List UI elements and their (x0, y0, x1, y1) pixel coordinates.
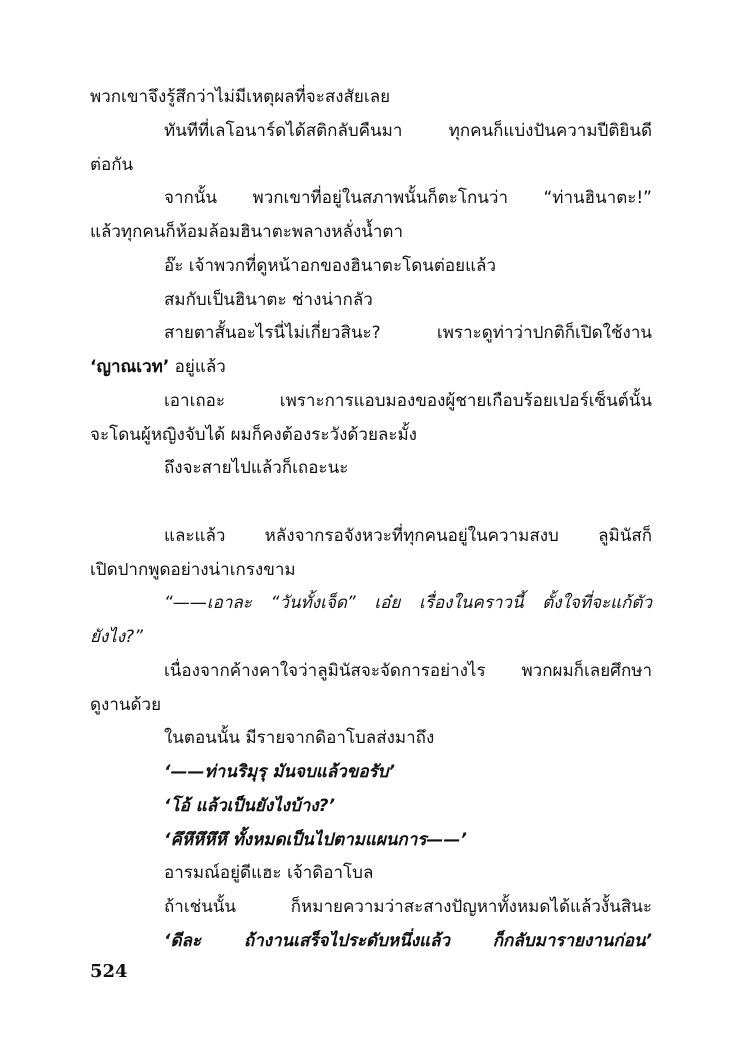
text-line: อ๊ะ เจ้าพวกที่ดูหน้าอกของฮินาตะโดนต่อยแล้ว (164, 256, 496, 276)
text-line: เปิดปากพูดอย่างน่าเกรงขาม (90, 560, 296, 580)
text-line: เนื่องจากค้างคาใจว่าลูมินัสจะจัดการอย่างไร พวกผมก็เลยศึกษา (164, 661, 652, 681)
telepathy-line: ‘โอ้ แล้วเป็นยังไงบ้าง?’ (164, 796, 335, 816)
text-line: แล้วทุกคนก็ห้อมล้อมฮินาตะพลางหลั่งน้ำตา (90, 222, 404, 242)
text-line: สมกับเป็นฮินาตะ ช่างน่ากลัว (164, 290, 373, 310)
text-line: ทันทีที่เลโอนาร์ดได้สติกลับคืนมา ทุกคนก็แบ่งปันความปีติยินดี (164, 121, 652, 141)
dialogue-line: “——เอาละ “วันทั้งเจ็ด” เอ๋ย เรื่องในคราวนี้ ตั้งใจที่จะแก้ตัว (164, 593, 652, 613)
text-line: ดูงานด้วย (90, 695, 162, 715)
telepathy-line: ‘คึหึหึหึหึ ทั้งหมดเป็นไปตามแผนการ——’ (164, 830, 467, 850)
text-line: ถึงจะสายไปแล้วก็เถอะนะ (164, 458, 349, 478)
text-line: พวกเขาจึงรู้สึกว่าไม่มีเหตุผลที่จะสงสัยเลย (90, 87, 391, 107)
text-line: ถ้าเช่นนั้น ก็หมายความว่าสะสางปัญหาทั้งหมดได้แล้วงั้นสินะ (164, 897, 652, 917)
page-number: 524 (90, 961, 128, 982)
text-line: อารมณ์อยู่ดีแฮะ เจ้าดิอาโบล (164, 863, 374, 883)
text-line: และแล้ว หลังจากรอจังหวะที่ทุกคนอยู่ในความสงบ ลูมินัสก็ (164, 526, 652, 546)
text-line: เอาเถอะ เพราะการแอบมองของผู้ชายเกือบร้อยเปอร์เซ็นต์นั้น (164, 391, 652, 411)
text-span: อยู่แล้ว (169, 357, 226, 377)
skill-name: ‘ญาณเวท’ (90, 357, 170, 377)
dialogue-line: ยังไง?” (90, 627, 143, 647)
text-line: ต่อกัน (90, 155, 134, 175)
text-line: ในตอนนั้น มีรายจากดิอาโบลส่งมาถึง (164, 728, 435, 748)
telepathy-line: ‘ดีละ ถ้างานเสร็จไประดับหนึ่งแล้ว ก็กลับมารายงานก่อน’ (164, 931, 652, 951)
text-line: สายตาสั้นอะไรนี่ไม่เกี่ยวสินะ? เพราะดูท่าว่าปกติก็เปิดใช้งาน (164, 323, 652, 343)
text-line: จากนั้น พวกเขาที่อยู่ในสภาพนั้นก็ตะโกนว่า “ท่านฮินาตะ!” (164, 188, 652, 208)
text-line (90, 355, 650, 379)
text-line: จะโดนผู้หญิงจับได้ ผมก็คงต้องระวังด้วยละมั้ง (90, 425, 417, 445)
telepathy-line: ‘——ท่านริมุรุ มันจบแล้วขอรับ’ (164, 762, 395, 782)
